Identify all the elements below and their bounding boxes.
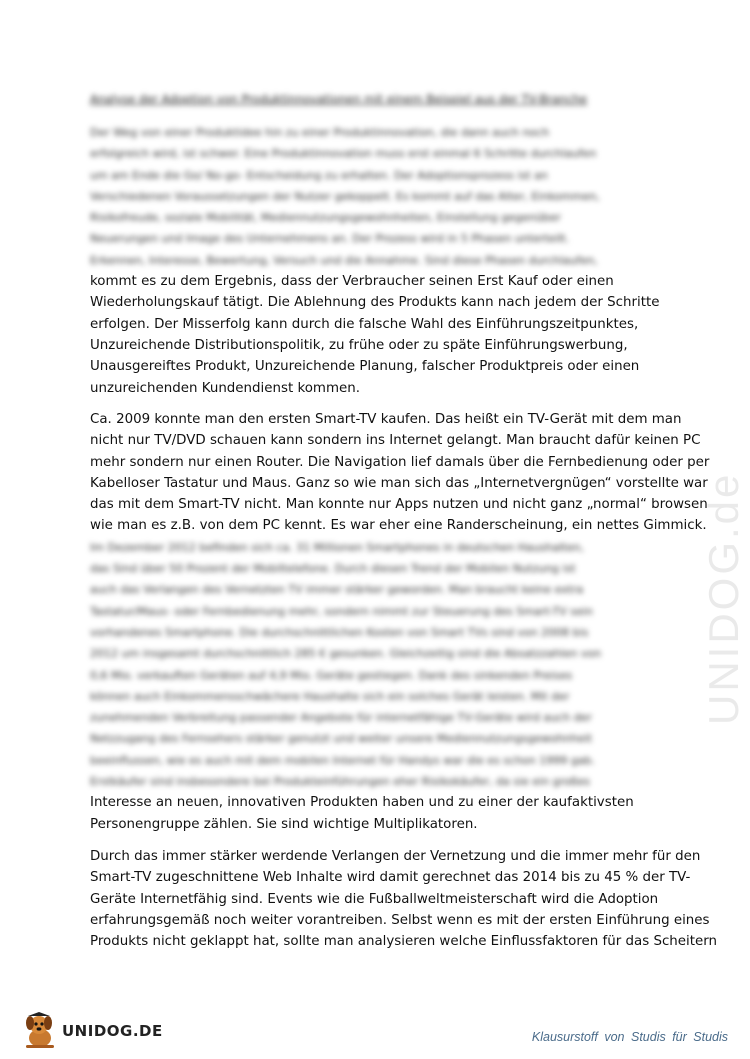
text-line: Produkts nicht geklappt hat, sollte man analysieren welche Einflussfaktoren für das Scheitern [90, 934, 717, 950]
paragraph-smart-tv-outlook [90, 846, 717, 952]
text-line: Kabelloser Tastatur und Maus. Ganz so wie man sich das „Internetvergnügen“ vorstellte war [90, 475, 708, 491]
text-line: nicht nur TV/DVD schauen kann sondern ins Internet gelangt. Man braucht dafür keinen PC [90, 433, 701, 449]
text-line: Erstkäufer sind insbesondere bei Produkteinführungen eher Risikokäufer, da sie ein großes [90, 775, 590, 789]
text-line: Personengruppe zählen. Sie sind wichtige Multiplikatoren. [90, 816, 478, 832]
text-line: Interesse an neuen, innovativen Produkten haben und zu einer der kaufaktivsten [90, 795, 634, 811]
text-line: Unausgereiftes Produkt, Unzureichende Planung, falscher Produktpreis oder einen [90, 359, 640, 375]
text-line: zunehmenden Verbreitung passender Angebote für internetfähige TV-Geräte wird auch der [90, 711, 592, 725]
text-line: Der Weg von einer Produktidee hin zu einer Produktinnovation, die dann auch noch [90, 126, 550, 139]
text-line: 2012 um insgesamt durchschnittlich 285 € gesunken. Gleichzeitig sind die Absatzzahlen von [90, 647, 602, 661]
text-line: Risikofreude, soziale Mobilität, Mediennutzungsgewohnheiten, Einstellung gegenüber [90, 211, 561, 225]
text-line: erfolgreich wird, ist schwer. Eine Produktinnovation muss erst einmal 6 Schritte durchlaufen [90, 147, 597, 161]
text-line: Verschiedenen Voraussetzungen der Nutzer gekoppelt. Es kommt auf das Alter, Einkommen, [90, 189, 600, 203]
text-line: wie man es z.B. von dem PC kennt. Es war eher eine Randerscheinung, ein nettes Gimmick. [90, 518, 707, 534]
text-line: Smart-TV zugeschnittene Web Inhalte wird damit gerechnet das 2014 bis zu 45 % der TV- [90, 870, 691, 886]
text-line: unzureichenden Kundendienst kommen. [90, 380, 360, 396]
text-line: Netzzugang des Fernsehers stärker genutzt und weiter unsere Mediennutzungsgewohnheit [90, 732, 593, 746]
paragraph-smart-tv-history [90, 409, 710, 835]
text-line: das mit dem Smart-TV nicht. Man konnte nur Apps nutzen und nicht ganz „normal“ browsen [90, 497, 708, 513]
text-line: um am Ende die Go/ No-go- Entscheidung zu erhalten. Der Adoptionsprozess ist an [90, 168, 548, 182]
footer-tagline: Klausurstoff von Studis für Studis [531, 1030, 728, 1044]
footer-logo[interactable] [18, 1012, 163, 1050]
document-title: Analyse der Adoption von Produktinnovationen mit einem Beispiel aus der TV-Branche [90, 92, 588, 106]
text-line: Unzureichende Distributionspolitik, zu frühe oder zu späte Einführungswerbung, [90, 337, 628, 353]
text-line: Durch das immer stärker werdende Verlangen der Vernetzung und die immer mehr für den [90, 849, 701, 864]
text-line: Neuerungen und Image des Unternehmens an. Der Prozess wird in 5 Phasen unterteilt. [90, 232, 570, 246]
text-line: Wiederholungskauf tätigt. Die Ablehnung des Produkts kann nach jedem der Schritte [90, 295, 660, 311]
text-line: vorhandenes Smartphone. Die durchschnittlichen Kosten von Smart TVs sind von 2008 bis [90, 625, 589, 639]
text-line: erfahrungsgemäß noch weiter vorantreiben. Selbst wenn es mit der ersten Einführung eines [90, 912, 710, 928]
text-line: erfolgen. Der Misserfolg kann durch die falsche Wahl des Einführungszeitpunktes, [90, 316, 639, 332]
footer-logo-text: UNIDOG.DE [62, 1022, 163, 1040]
text-line: beeinflussen, wie es auch mit dem mobilen Internet für Handys war die es schon 1999 gab. [90, 753, 595, 767]
text-line: das Sind über 50 Prozent der Mobiltelefone. Durch diesen Trend der Mobilen Nutzung ist [90, 562, 576, 576]
text-line: Erkennen, Interesse, Bewertung, Versuch und die Annahme. Sind diese Phasen durchlaufen, [90, 253, 598, 267]
watermark: UNIDOG.de [700, 471, 747, 725]
text-line: Geräte Internetfähig sind. Events wie die Fußballweltmeisterschaft wird die Adoption [90, 891, 659, 907]
dog-mascot-icon [18, 1012, 60, 1050]
paragraph-adoption-process [90, 122, 660, 399]
text-line: Im Dezember 2012 befinden sich ca. 31 Millionen Smartphones in deutschen Haushalten, [90, 540, 584, 554]
text-line: mehr sondern nur einen Router. Die Navigation lief damals über die Fernbedienung oder per [90, 454, 710, 470]
text-line: 0,6 Mio. verkauften Geräten auf 4,9 Mio. Geräte gestiegen. Dank des sinkenden Preises [90, 668, 573, 682]
text-line: Tastatur/Maus- oder Fernbedienung mehr, sondern nimmt zur Steuerung des Smart-TV sein [90, 604, 593, 618]
text-line: auch das Verlangen des Vernetzten TV immer stärker geworden. Man braucht keine extra [90, 583, 584, 597]
text-line: Ca. 2009 konnte man den ersten Smart-TV kaufen. Das heißt ein TV-Gerät mit dem man [90, 412, 682, 427]
text-line: können auch Einkommensschwächere Haushalte sich ein solches Gerät leisten. Mit der [90, 689, 570, 703]
text-line: kommt es zu dem Ergebnis, dass der Verbraucher seinen Erst Kauf oder einen [90, 274, 614, 290]
